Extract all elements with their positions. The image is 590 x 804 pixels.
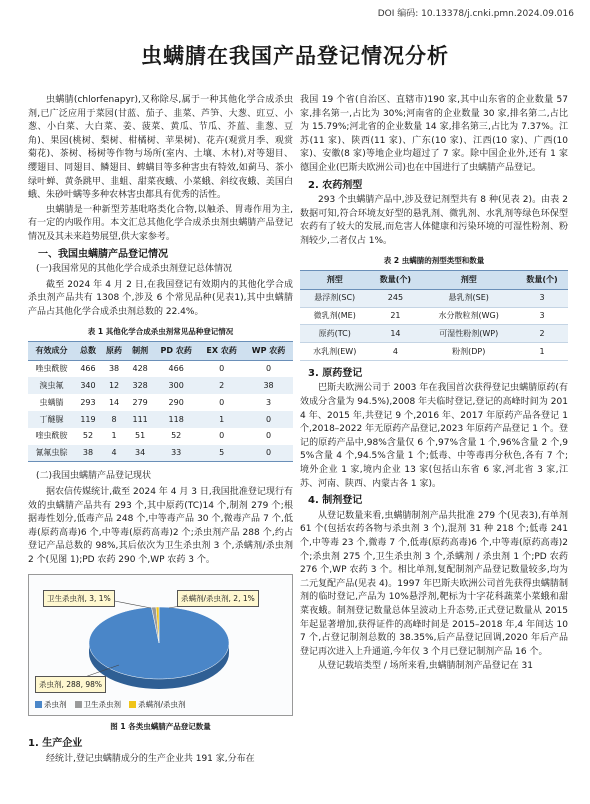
legend-item-insecticide <box>35 698 67 712</box>
table-cell: 14 <box>108 397 120 407</box>
doi-code: DOI 编码: 10.13378/j.cnki.pmn.2024.09.016 <box>377 9 574 19</box>
table-cell: 0 <box>244 445 293 462</box>
table-1-header: 总数 <box>75 342 101 361</box>
table-cell: 466 <box>80 364 96 374</box>
table-cell: 119 <box>75 411 101 428</box>
legend-swatch <box>35 701 42 708</box>
table-cell: 118 <box>153 411 199 428</box>
table-cell: 21 <box>369 307 421 325</box>
legend-label: 卫生杀虫剂 <box>83 699 121 709</box>
article-title: 虫螨腈在我国产品登记情况分析 <box>141 43 449 68</box>
table-cell: 4 <box>101 445 127 462</box>
table-cell: 原药(TC) <box>300 325 369 343</box>
callout-sanitary-insecticide: 卫生杀虫剂, 3, 1% <box>43 590 115 608</box>
table-1-caption: 表 1 其他化学合成杀虫剂常见品种登记情况 <box>87 326 234 336</box>
table-cell: 悬乳剂(SE) <box>421 289 516 307</box>
paragraph-preparation: 从登记数量来看,虫螨腈制剂产品共批准 279 个(见表3),有单剂 61 个(包括农药各物与杀虫剂 3 个),混剂 31 种 218 个;低毒 241 个,中等毒 23 个,微毒 7 个,低毒(原药高毒)6 个,中等毒(原药高毒)2 个;杀虫剂 275 个,卫生杀虫剂 3 个,杀螨剂 / 杀虫剂 1 个;PD 农药 276 个,WP 农药 3 个。相比单剂,复配制剂产品登记数量较多,均为二元复配产品(见表 4)。1997 年巴斯夫欧洲公司首先获得虫螨腈制剂的临时登记,产品为 10%悬浮剂,靶标为十字花科蔬菜小菜蛾和甜菜夜蛾。制剂登记数量总体呈波动上升态势,正式登记数量从 2015 年起显著增加,获得证件的高峰时间是 2015–2018 年,4 年间达 107 个,占登记制剂总数的 38.35%,后产品登记回调,2020 年后产品登记再次进入上升通道,今年仅 3 个月已登记制剂产品 16 个。 <box>300 510 568 657</box>
table-cell: 4 <box>369 343 421 361</box>
intro-paragraph-1: 虫螨腈(chlorfenapyr),又称除尽,属于一种其他化学合成杀虫剂,已广泛应用于菜园(甘蓝、茄子、韭菜、芦笋、大葱、豇豆、小葱、小白菜、大白菜、姜、菠菜、黄瓜、节瓜、芥蓝、韭葱、豆角)、果园(桃树、梨树、柑橘树、苹果树)、花卉(观赏月季、观赏菊花)、茶树、杨树等作物与场所(室内、土壤、木材),对等翅目、缨翅目、同翅目、鳞翅目、蜱螨目等多种害虫有特效,如蓟马、茶小绿叶蝉、黄条跳甲、韭蛆、甜菜夜蛾、小菜蛾、斜纹夜蛾、美国白蛾、朱砂叶螨等多种农林害虫都具有优秀的活性。 <box>28 95 293 201</box>
callout-insecticide: 杀虫剂, 288, 98% <box>35 676 106 694</box>
table-cell: 52 <box>82 431 94 441</box>
table-cell: 0 <box>219 397 225 407</box>
table-cell: 唑虫酰胺 <box>35 364 68 374</box>
table-1-row <box>28 428 293 445</box>
table-cell: 1 <box>516 343 568 361</box>
table-2-header-row <box>300 271 568 290</box>
table-cell: 38 <box>108 364 120 374</box>
table-cell: 悬浮剂(SC) <box>300 289 369 307</box>
chart-legend <box>35 698 186 712</box>
table-1-header: 制剂 <box>127 342 153 361</box>
paragraph-provinces: 我国 19 个省(自治区、直辖市)190 家,其中山东省的企业数量 57 家,排名第一,占比为 30%;河南省的企业数量 30 家,排名第二,占比为 15.79%;河北省的企业数量 14 家,排名第三,占比为 7.37%。江苏(11 家)、陕西(11 家)、广东(10 家)、江西(10 家)、广西(10 家)、安徽(8 家)等地企业均超过了 7 家。除中国企业外,还有 1 家德国企业(巴斯夫欧洲公司)也在中国进行了虫螨腈产品登记。 <box>300 95 568 173</box>
paragraph-status: 据农信传媒统计,截至 2024 年 4 月 3 日,我国批准登记现行有效的虫螨腈产品共有 293 个,其中原药(TC)14 个,制剂 279 个;根据毒性划分,低毒产品 248 个,中等毒产品 30 个,微毒产品 7 个,低毒(原药高毒)6 个,中等毒(原药高毒)2 个;杀虫剂产品 288 个,约占登记产品总数的 98%,其后依次为卫生杀虫剂 3 个,杀螨剂/杀虫剂 2 个(见图 1);PD 农药 290 个,WP 农药 3 个。 <box>28 486 293 565</box>
table-cell: 5 <box>199 445 244 462</box>
table-cell: 0 <box>219 431 225 441</box>
table-1-row <box>28 394 293 411</box>
right-column <box>300 94 568 675</box>
legend-swatch <box>129 701 136 708</box>
table-2-header: 数量(个) <box>369 271 421 290</box>
table-2-header: 剂型 <box>421 271 516 290</box>
table-cell: 0 <box>265 364 272 374</box>
table-cell: 3 <box>265 397 272 407</box>
table-cell: 466 <box>168 364 184 374</box>
table-cell: 1 <box>111 431 117 441</box>
table-cell: 2 <box>199 377 244 394</box>
table-cell: 300 <box>153 377 199 394</box>
table-1-header: PD 农药 <box>153 342 199 361</box>
table-cell: 喹虫酰胺 <box>35 431 68 441</box>
table-cell: 33 <box>153 445 199 462</box>
heading-technical: 3. 原药登记 <box>308 367 363 379</box>
table-1-header: EX 农药 <box>199 342 244 361</box>
figure-1-pie-chart <box>28 574 293 716</box>
table-cell: 14 <box>369 325 421 343</box>
table-2-header: 数量(个) <box>516 271 568 290</box>
table-cell: 0 <box>265 431 272 441</box>
table-cell: 微乳剂(ME) <box>300 307 369 325</box>
table-cell: 3 <box>516 307 568 325</box>
section-heading-1: 一、我国虫螨腈产品登记情况 <box>38 248 168 260</box>
table-cell: 水乳剂(EW) <box>300 343 369 361</box>
table-2-caption: 表 2 虫螨腈的剂型类型和数量 <box>383 255 485 265</box>
table-1-header: 原药 <box>101 342 127 361</box>
table-cell: 245 <box>369 289 421 307</box>
table-cell: 38 <box>244 377 293 394</box>
table-2-header: 剂型 <box>300 271 369 290</box>
table-cell: 51 <box>135 431 146 441</box>
table-cell: 111 <box>127 411 153 428</box>
table-cell: 1 <box>199 411 244 428</box>
table-cell: 293 <box>80 397 96 407</box>
table-cell: 290 <box>168 397 184 407</box>
table-cell: 12 <box>101 377 127 394</box>
heading-formulation: 2. 农药剂型 <box>308 179 363 191</box>
table-cell: 3 <box>516 289 568 307</box>
legend-swatch <box>75 701 82 708</box>
table-cell: 水分散粒剂(WG) <box>421 307 516 325</box>
table-cell: 虫螨腈 <box>39 397 64 407</box>
table-cell: 溴虫氟 <box>28 377 75 394</box>
table-cell: 氰氟虫腙 <box>28 445 75 462</box>
subsection-heading-2: (二)我国虫螨腈产品登记现状 <box>36 471 152 482</box>
left-column <box>28 94 293 767</box>
table-cell: 34 <box>127 445 153 462</box>
legend-label: 杀螨剂/杀虫剂 <box>138 699 186 709</box>
callout-acaricide-insecticide: 杀螨剂/杀虫剂, 2, 1% <box>177 590 259 608</box>
table-cell: 340 <box>75 377 101 394</box>
table-2-row <box>300 325 568 343</box>
table-cell: 0 <box>219 364 225 374</box>
table-2-row <box>300 289 568 307</box>
table-cell: 279 <box>132 397 148 407</box>
table-1-row <box>28 445 293 462</box>
legend-label: 杀虫剂 <box>44 699 67 709</box>
table-cell: 8 <box>101 411 127 428</box>
table-1-header: 有效成分 <box>28 342 75 361</box>
table-cell: 0 <box>244 411 293 428</box>
figure-1-caption: 图 1 各类虫螨腈产品登记数量 <box>110 721 211 731</box>
table-1-header-row <box>28 342 293 361</box>
table-2-row <box>300 343 568 361</box>
legend-item-acaricide <box>129 698 186 712</box>
paragraph-overview: 截至 2024 年 4 月 2 日,在我国登记有效期内的其他化学合成杀虫剂产品共有 1308 个,涉及 6 个常见品种(见表1),其中虫螨腈产品占其他化学合成杀虫剂总数的 22.4%。 <box>28 279 293 317</box>
table-1-row <box>28 377 293 394</box>
paragraph-crops: 从登记载培类型 / 场所来看,虫螨腈制剂产品登记在 31 <box>318 661 533 672</box>
paragraph-technical: 巴斯夫欧洲公司于 2003 年在我国首次获得登记虫螨腈原药(有效成分含量为 94.5%),2008 年夫临时登记,登记的高峰时间为 2014 年、2015 年,共登记 9 个,2016 年、2017 年原药产品各登记 1 个,2018–2022 年无原药产品登记,2023 年原药产品登记 1 个。登记的原药产品中,98%含量仅 6 个,97%含量 1 个,96%含量 2 个,95%含量 4 个,94.5%含量 1 个;低毒、中等毒再分秋色,各有 7 个;境外企业 1 家,境内企业 13 家(包括山东省 6 家,河北省 3 家,江苏、河南、陕西、内蒙古各 1 家)。 <box>300 383 568 489</box>
heading-producers: 1. 生产企业 <box>28 738 83 750</box>
legend-item-sanitary <box>75 698 122 712</box>
table-cell: 可湿性粉剂(WP) <box>421 325 516 343</box>
table-2 <box>300 270 568 361</box>
table-1-row <box>28 411 293 428</box>
table-cell: 328 <box>127 377 153 394</box>
subsection-heading-1: (一)我国常见的其他化学合成杀虫剂登记总体情况 <box>36 264 233 275</box>
table-cell: 38 <box>75 445 101 462</box>
table-1-header: WP 农药 <box>244 342 293 361</box>
table-cell: 52 <box>171 431 182 441</box>
paragraph-producers: 经统计,登记虫螨腈成分的生产企业共 191 家,分布在 <box>46 753 255 764</box>
table-cell: 2 <box>516 325 568 343</box>
paragraph-formulation: 293 个虫螨腈产品中,涉及登记剂型共有 8 种(见表 2)。由表 2 数据可知,符合环境友好型的悬乳剂、微乳剂、水乳剂等绿色环保型农药有了较大的发展,而危害人体健康和污染环境的可湿性粉剂、粉剂较少,二者仅占 1%。 <box>300 195 568 246</box>
table-cell: 丁醚脲 <box>28 411 75 428</box>
table-1-row <box>28 360 293 377</box>
table-1 <box>28 341 293 462</box>
heading-preparation: 4. 制剂登记 <box>308 495 363 507</box>
table-2-row <box>300 307 568 325</box>
intro-paragraph-2: 虫螨腈是一种新型芳基吡咯类化合物,以触杀、胃毒作用为主,有一定的内吸作用。本文汇总其他化学合成杀虫剂虫螨腈产品登记情况及其未来趋势展望,供大家参考。 <box>28 204 293 242</box>
table-cell: 粉剂(DP) <box>421 343 516 361</box>
table-cell: 428 <box>132 364 148 374</box>
